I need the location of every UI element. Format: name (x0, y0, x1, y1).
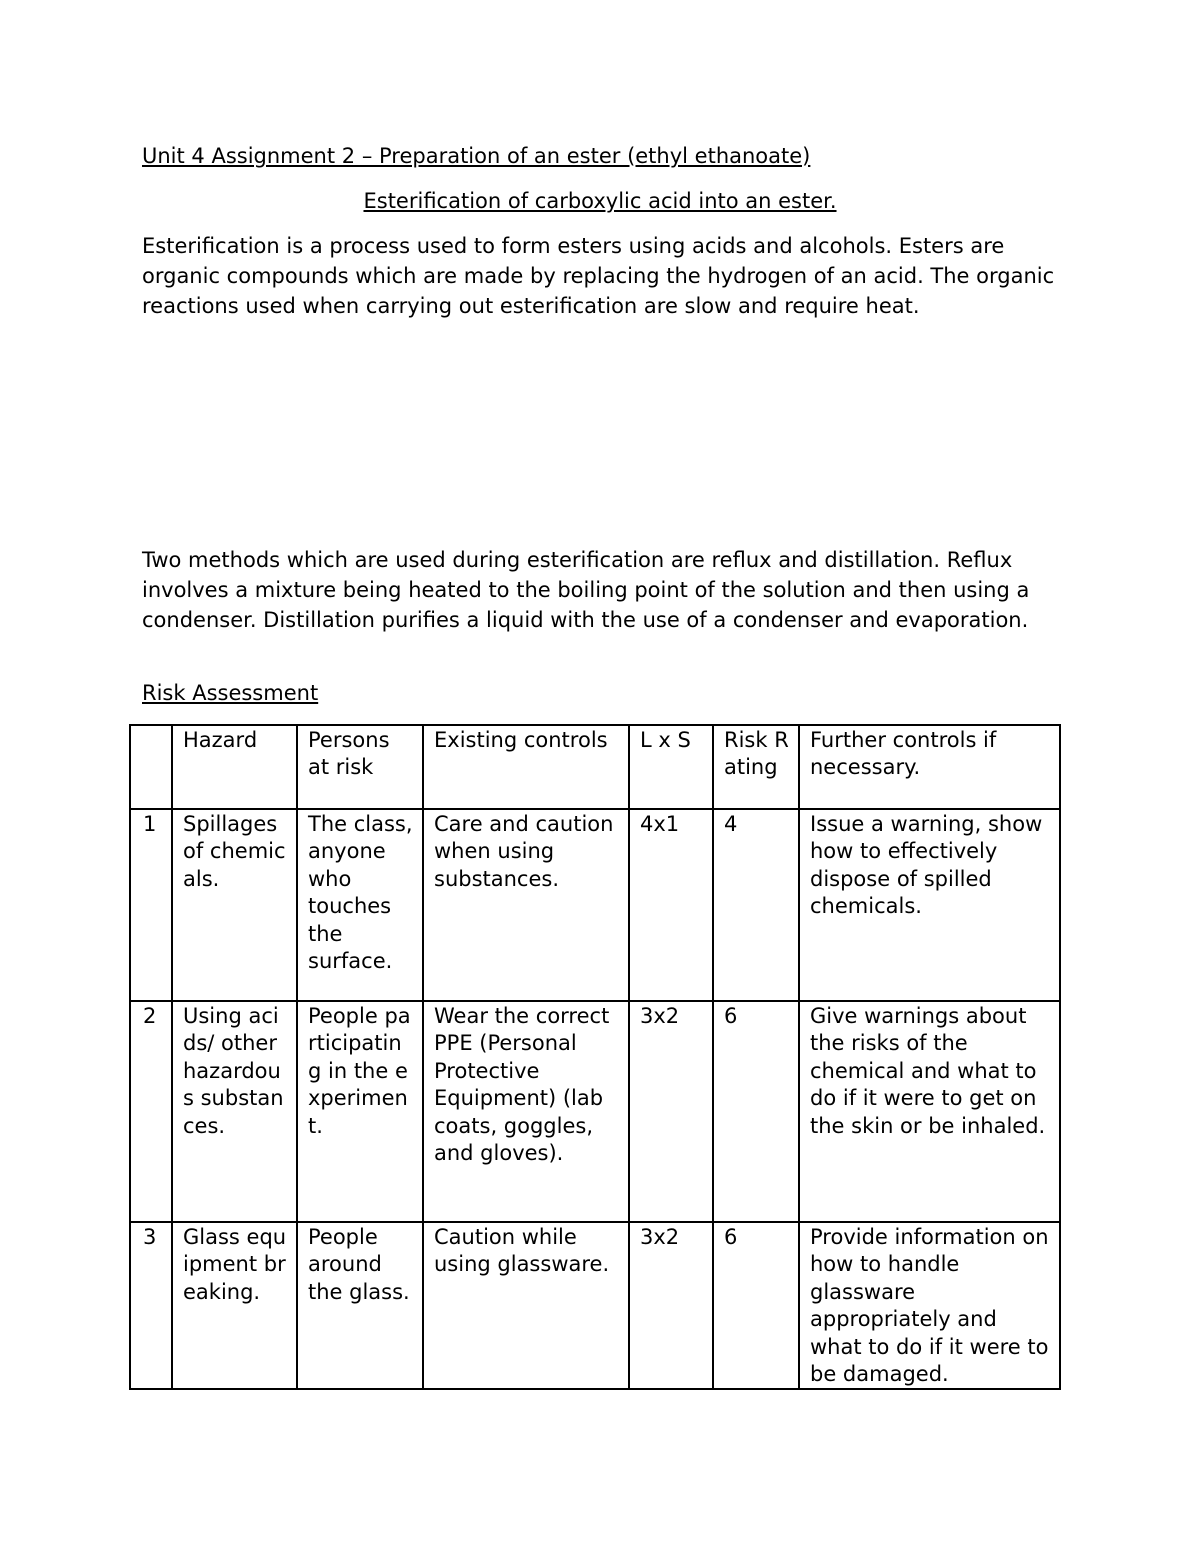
cell-further: Provide information on how to handle glassware appropriately and what to do if it were to be damaged. (799, 1222, 1060, 1389)
header-rating: Risk Rating (713, 725, 799, 809)
cell-controls: Caution while using glassware. (423, 1222, 629, 1389)
cell-persons: The class, anyone who touches the surface. (297, 809, 423, 1001)
risk-assessment-title: Risk Assessment (142, 681, 319, 705)
cell-persons: People participating in the experiment. (297, 1001, 423, 1222)
table-row (130, 809, 1060, 1001)
header-controls: Existing controls (423, 725, 629, 809)
table-header-row (130, 725, 1060, 809)
cell-rating: 4 (713, 809, 799, 1001)
table-row (130, 1222, 1060, 1389)
cell-lxs: 4x1 (629, 809, 713, 1001)
cell-lxs: 3x2 (629, 1222, 713, 1389)
cell-rating: 6 (713, 1222, 799, 1389)
risk-assessment-table (129, 724, 1061, 1390)
document-title: Unit 4 Assignment 2 – Preparation of an ester (ethyl ethanoate) (142, 144, 811, 168)
cell-rating: 6 (713, 1001, 799, 1222)
cell-further: Issue a warning, show how to effectively dispose of spilled chemicals. (799, 809, 1060, 1001)
table-row (130, 1001, 1060, 1222)
intro-paragraph: Esterification is a process used to form esters using acids and alcohols. Esters are organic compounds which are made by replacing the hydrogen of an acid. The organic reactions used when carrying out esterification are slow and require heat. (142, 234, 1055, 318)
methods-paragraph: Two methods which are used during esterification are reflux and distillation. Reflux involves a mixture being heated to the boiling point of the solution and then using a condenser. Distillation purifies a liquid with the use of a condenser and evaporation. (142, 548, 1030, 632)
cell-hazard: Spillages of chemicals. (172, 809, 297, 1001)
header-hazard: Hazard (172, 725, 297, 809)
cell-controls: Wear the correct PPE (Personal Protective Equipment) (lab coats, goggles, and gloves). (423, 1001, 629, 1222)
cell-controls: Care and caution when using substances. (423, 809, 629, 1001)
header-persons: Persons at risk (297, 725, 423, 809)
cell-number: 2 (130, 1001, 172, 1222)
document-subtitle-text: Esterification of carboxylic acid into an ester. (363, 189, 837, 213)
cell-persons: People around the glass. (297, 1222, 423, 1389)
header-further: Further controls if necessary. (799, 725, 1060, 809)
cell-hazard: Glass equipment breaking. (172, 1222, 297, 1389)
document-subtitle (0, 187, 1200, 215)
cell-number: 1 (130, 809, 172, 1001)
cell-number: 3 (130, 1222, 172, 1389)
cell-hazard: Using acids/ other hazardous substances. (172, 1001, 297, 1222)
cell-lxs: 3x2 (629, 1001, 713, 1222)
header-number (130, 725, 172, 809)
cell-further: Give warnings about the risks of the chemical and what to do if it were to get on the skin or be inhaled. (799, 1001, 1060, 1222)
header-lxs: L x S (629, 725, 713, 809)
